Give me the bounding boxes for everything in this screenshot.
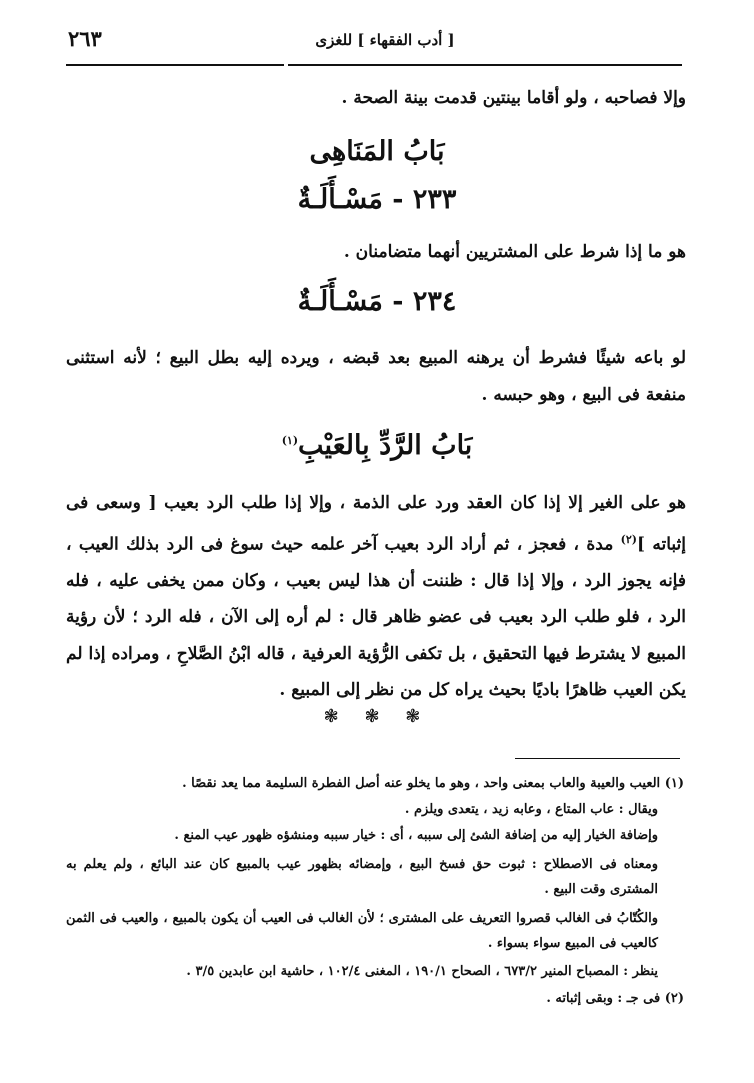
- issue-234-text: لو باعه شيئًا فشرط أن يرهنه المبيع بعد قبضه ، ويرده إليه بطل البيع ؛ لأنه استثنى منفعة فى البيع ، وهو حبسه .: [66, 348, 686, 405]
- footnote-rule: [515, 758, 680, 759]
- page-number: ٢٦٣: [68, 26, 102, 51]
- chapter-title-radd: [66, 430, 688, 461]
- opening-line: وإلا فصاحبه ، ولو أقاما بينتين قدمت بينة الصحة .: [341, 88, 686, 108]
- footnote-2: (٢) فى جـ : وبقى إثباته .: [546, 991, 684, 1006]
- footnote-1-references: ينظر : المصباح المنير ٦٧٣/٢ ، الصحاح ١٩٠/١ ، المغنى ١٠٢/٤ ، حاشية ابن عابدين ٣/٥ .: [186, 964, 658, 979]
- radd-paragraph: [66, 485, 686, 709]
- radd-paragraph-part-b: مدة ، فعجز ، ثم أراد الرد بعيب آخر علمه حيث سوغ فى الرد بذلك العيب ، فإنه يجوز الرد ، وإلا إذا قال : ظننت أن هذا ليس بعيب ، وكان ممن يخفى عليه ، فله الرد ، فلو طلب الرد بعيب فى عضو ظاهر قال : لم أره إلى الآن ، فله الرد ؛ لأن رؤية المبيع لا يشترط فيها التحقيق ، بل تكفى الرُّؤية العرفية ، قاله ابْنُ الصَّلاحِ ، ومراده إذا لم يكن العيب ظاهرًا باديًا بحيث يراه كل من نظر إلى المبيع .: [66, 534, 686, 701]
- footnote-1-term: ومعناه فى الاصطلاح :: [531, 857, 659, 872]
- header-rule-left: [66, 64, 284, 66]
- issue-233-text: هو ما إذا شرط على المشتريين أنهما متضامنان .: [343, 242, 686, 262]
- issue-233-title: ٢٣٣ - مَسْـأَلَـةٌ: [297, 184, 457, 215]
- issue-234-title: ٢٣٤ - مَسْـأَلَـةٌ: [297, 286, 457, 317]
- footnote-ref-1: (١): [281, 434, 299, 447]
- radd-paragraph-part-a: هو على الغير إلا إذا كان العقد ورد على الذمة ، وإلا إذا طلب الرد بعيب [ وسعى فى إثباته ]: [66, 493, 686, 555]
- header-rule-right: [288, 64, 682, 66]
- footnote-1-line-2: ويقال : عاب المتاع ، وعابه زيد ، يتعدى ويلزم .: [404, 802, 658, 817]
- chapter-title-radd-text: بَابُ الرَّدِّ بِالعَيْبِ: [298, 430, 473, 461]
- footnote-ref-2: (٢): [620, 532, 638, 546]
- footnote-1-definition: [66, 852, 658, 902]
- section-separator: ❃ ❃ ❃: [323, 706, 431, 727]
- footnote-1-line-1: (١) العيب والعيبة والعاب بمعنى واحد ، وهو ما يخلو عنه أصل الفطرة السليمة مما يعد نقصًا .: [182, 776, 684, 791]
- footnote-1-line-3: وإضافة الخيار إليه من إضافة الشئ إلى سببه ، أى : خيار سببه ومنشؤه ظهور عيب المنع .: [174, 828, 658, 843]
- footnote-1-paragraph: والكُتّابُ فى الغالب قصروا التعريف على المشترى ؛ لأن الغالب فى العيب أن يكون بالمبيع ، والعيب فى الثمن كالعيب فى المبيع سواء بسواء .: [66, 911, 658, 951]
- running-title: [ أدب الفقهاء ] للغزى: [315, 31, 455, 49]
- footnote-1-term-text: ثبوت حق فسخ البيع ، وإمضائه بظهور عيب بالمبيع كان عند البائع ، ولم يعلم به المشترى وقت البيع .: [66, 857, 658, 897]
- chapter-title-manahi: بَابُ المَنَاهِى: [309, 136, 445, 167]
